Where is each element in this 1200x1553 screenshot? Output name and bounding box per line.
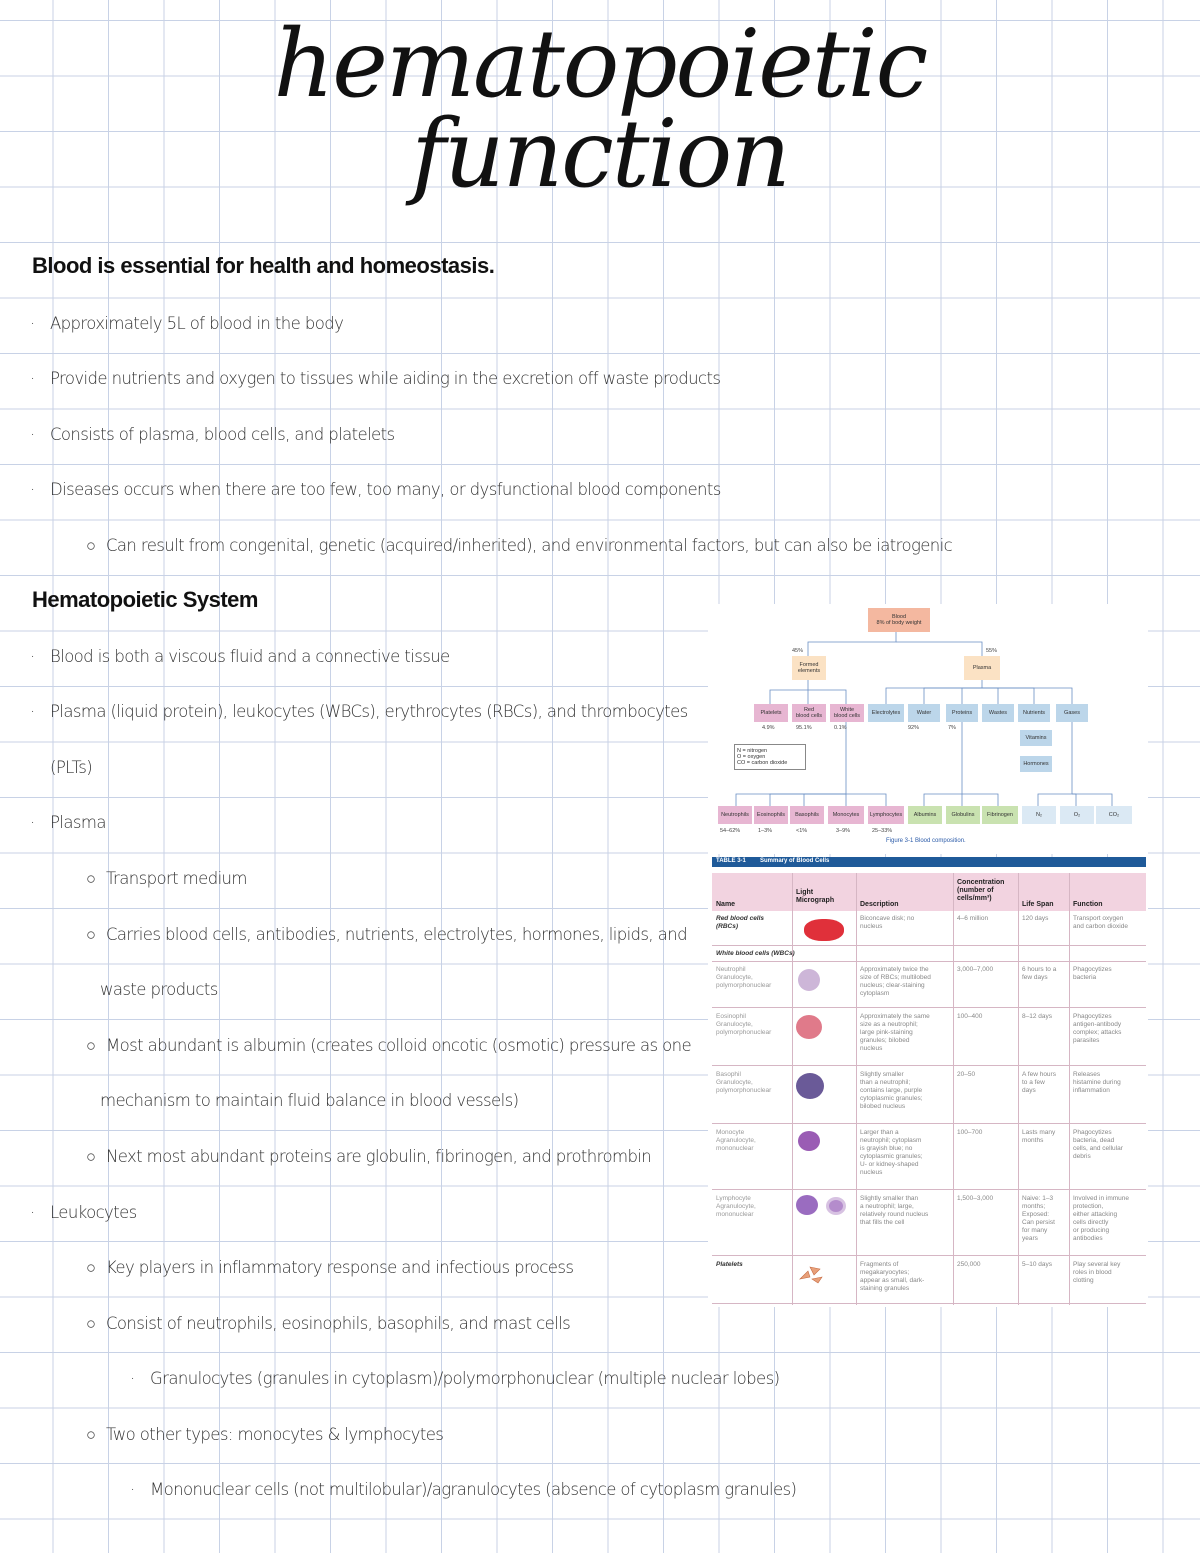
cell-concentration: 100–700 (957, 1129, 983, 1136)
cell-description: Biconcave disk; no nucleus (860, 915, 915, 930)
col-header-function: Function (1073, 901, 1103, 908)
list-item-text: Blood is both a viscous fluid and a connective tissue (50, 647, 450, 666)
list-item: · Consists of plasma, blood cells, and platelets (30, 425, 395, 444)
cell-description: Larger than a neutrophil; cytoplasm is grayish blue; no cytoplasmic granules; U- or kidney-shaped nucleus (860, 1129, 923, 1176)
gases-box: Gases (1056, 704, 1088, 722)
list-item: · Mononuclear cells (not multilobular)/agranulocytes (absence of cytoplasm granules) (130, 1480, 797, 1499)
list-item: ○ Transport medium (86, 869, 247, 888)
cell-function: Transport oxygen and carbon dioxide (1073, 915, 1128, 930)
cell-concentration: 3,000–7,000 (957, 966, 994, 973)
list-item-text: Key players in inflammatory response and infectious process (106, 1258, 574, 1277)
list-item: ○ Two other types: monocytes & lymphocytes (86, 1425, 444, 1444)
list-item: ○ Key players in inflammatory response and infectious process (86, 1258, 574, 1277)
row-divider (712, 1255, 1146, 1256)
proteins-box: Proteins (946, 704, 978, 722)
nitrogen-box: N₂ (1022, 806, 1056, 824)
cell-function: Phagocytizes bacteria (1073, 966, 1112, 981)
cell-name: Eosinophil Granulocyte, polymorphonuclear (716, 1013, 772, 1036)
fibrinogen-box: Fibrinogen (982, 806, 1018, 824)
cell-concentration: 4–6 million (957, 915, 989, 922)
wastes-box: Wastes (982, 704, 1014, 722)
lymphocyte-micrograph-icon (796, 1195, 818, 1215)
rbc-micrograph-icon (804, 919, 844, 941)
list-item-text: Consists of plasma, blood cells, and platelets (50, 425, 395, 444)
cell-description: Approximately the same size as a neutrophil; large pink-staining granules; bilobed nucleus (860, 1013, 930, 1052)
cell-name: Lymphocyte Agranulocyte, mononuclear (716, 1195, 756, 1218)
cell-description: Fragments of megakaryocytes; appear as small, dark- staining granules (860, 1261, 925, 1292)
pct-formed: 45% (792, 648, 804, 654)
row-divider (712, 945, 1146, 946)
pct-basophils: <1% (796, 828, 808, 834)
list-item-continuation: waste products (100, 980, 218, 999)
formed-elements-box: Formed elements (792, 656, 826, 680)
cell-name: Red blood cells (RBCs) (716, 915, 765, 930)
cell-function: Phagocytizes bacteria, dead cells, and cellular debris (1073, 1129, 1123, 1160)
list-item: · Approximately 5L of blood in the body (30, 314, 344, 333)
pct-rbc: 95.1% (796, 725, 812, 731)
cell-name: Basophil Granulocyte, polymorphonuclear (716, 1071, 772, 1094)
cell-lifespan: 8–12 days (1022, 1013, 1052, 1020)
cell-name: Monocyte Agranulocyte, mononuclear (716, 1129, 756, 1152)
list-item: · Plasma (30, 813, 106, 832)
co2-box: CO₂ (1096, 806, 1132, 824)
electrolytes-box: Electrolytes (868, 704, 904, 722)
list-item-text: Carries blood cells, antibodies, nutrients, electrolytes, hormones, lipids, and (106, 925, 687, 944)
cell-description: Slightly smaller than a neutrophil; large, relatively round nucleus that fills the cell (860, 1195, 929, 1226)
pct-plasma: 55% (986, 648, 998, 654)
col-divider (1069, 873, 1070, 1305)
globulins-box: Globulins (946, 806, 980, 824)
list-item: · Granulocytes (granules in cytoplasm)/polymorphonuclear (multiple nuclear lobes) (130, 1369, 780, 1388)
cell-concentration: 1,500–3,000 (957, 1195, 994, 1202)
list-item: ○ Consist of neutrophils, eosinophils, basophils, and mast cells (86, 1314, 571, 1333)
legend-key: N = nitrogen O = oxygen CO = carbon dioxide (734, 744, 806, 770)
list-item: ○ Can result from congenital, genetic (acquired/inherited), and environmental factors, but can also be iatrogenic (86, 536, 953, 555)
wbc-box: White blood cells (830, 704, 864, 722)
plasma-box: Plasma (964, 656, 1000, 680)
list-item: · Blood is both a viscous fluid and a connective tissue (30, 647, 450, 666)
cell-name: Neutrophil Granulocyte, polymorphonuclear (716, 966, 772, 989)
row-divider (712, 1065, 1146, 1066)
pct-wbc: 0.1% (834, 725, 847, 731)
eosinophils-box: Eosinophils (754, 806, 788, 824)
table-id: TABLE 3-1 (716, 858, 746, 864)
list-item: ○ Carries blood cells, antibodies, nutrients, electrolytes, hormones, lipids, and (86, 925, 687, 944)
col-header-description: Description (860, 901, 899, 908)
pct-lymphocytes: 25–33% (872, 828, 893, 834)
list-item: ○ Next most abundant proteins are globulin, fibrinogen, and prothrombin (86, 1147, 652, 1166)
list-item: · Plasma (liquid protein), leukocytes (WBCs), erythrocytes (RBCs), and thrombocytes (30, 702, 688, 721)
oxygen-box: O₂ (1060, 806, 1094, 824)
list-item-text: Granulocytes (granules in cytoplasm)/polymorphonuclear (multiple nuclear lobes) (150, 1369, 780, 1388)
cell-function: Play several key roles in blood clotting (1073, 1261, 1121, 1284)
pct-platelets: 4.9% (762, 725, 775, 731)
list-item-text: Transport medium (106, 869, 247, 888)
list-item-text: Diseases occurs when there are too few, too many, or dysfunctional blood components (50, 480, 721, 499)
list-item-continuation: mechanism to maintain fluid balance in blood vessels) (100, 1091, 519, 1110)
cell-function: Phagocytizes antigen-antibody complex; attacks parasites (1073, 1013, 1122, 1044)
neutrophils-box: Neutrophils (718, 806, 752, 824)
nutrients-box: Nutrients (1018, 704, 1050, 722)
list-item: ○ Most abundant is albumin (creates colloid oncotic (osmotic) pressure as one (86, 1036, 692, 1055)
platelets-box: Platelets (754, 704, 788, 722)
list-item-continuation: (PLTs) (50, 758, 93, 777)
row-divider (712, 1303, 1146, 1304)
figure-caption: Figure 3-1 Blood composition. (886, 838, 966, 844)
pct-water: 92% (908, 725, 920, 731)
cell-function: Involved in immune protection, either attacking cells directly or producing antibodies (1073, 1195, 1129, 1242)
cell-lifespan: 5–10 days (1022, 1261, 1052, 1268)
pct-proteins: 7% (948, 725, 956, 731)
cell-lifespan: Naive: 1–3 months; Exposed: Can persist for many years (1022, 1195, 1055, 1242)
list-item-text: Consist of neutrophils, eosinophils, basophils, and mast cells (106, 1314, 571, 1333)
cell-lifespan: A few hours to a few days (1022, 1071, 1056, 1094)
eosinophil-micrograph-icon (796, 1015, 822, 1039)
row-divider (712, 1189, 1146, 1190)
list-item-text: Plasma (50, 813, 106, 832)
vitamins-box: Vitamins (1020, 730, 1052, 746)
section1-heading: Blood is essential for health and homeostasis. (32, 253, 495, 278)
hormones-box: Hormones (1020, 756, 1052, 772)
cell-description: Slightly smaller than a neutrophil; contains large, purple cytoplasmic granules; bilobed nucleus (860, 1071, 923, 1110)
pct-monocytes: 3–9% (836, 828, 851, 834)
list-item-text: Approximately 5L of blood in the body (50, 314, 344, 333)
cell-lifespan: Lasts many months (1022, 1129, 1056, 1144)
col-header-concentration: Concentration (number of cells/mm³) (957, 879, 1005, 902)
col-header-name: Name (716, 901, 736, 908)
col-divider (792, 873, 793, 1305)
blood-composition-figure (708, 604, 1148, 854)
cell-lifespan: 120 days (1022, 915, 1049, 922)
list-item: · Provide nutrients and oxygen to tissues while aiding in the excretion off waste products (30, 369, 721, 388)
pct-neutrophils: 54–62% (720, 828, 741, 834)
list-item-text: Plasma (liquid protein), leukocytes (WBCs), erythrocytes (RBCs), and thrombocytes (50, 702, 688, 721)
wbc-section-label: White blood cells (WBCs) (716, 950, 795, 957)
page-title-line1: hematopoietic (273, 10, 927, 119)
pct-eosinophils: 1–3% (758, 828, 773, 834)
rbc-box: Red blood cells (792, 704, 826, 722)
cell-name: Platelets (716, 1261, 743, 1268)
monocyte-micrograph-icon (798, 1131, 820, 1151)
neutrophil-micrograph-icon (798, 969, 820, 991)
cell-lifespan: 6 hours to a few days (1022, 966, 1057, 981)
col-header-lifespan: Life Span (1022, 901, 1054, 908)
list-item-text: Most abundant is albumin (creates colloid oncotic (osmotic) pressure as one (106, 1036, 692, 1055)
monocytes-box: Monocytes (828, 806, 864, 824)
list-item-text: Next most abundant proteins are globulin, fibrinogen, and prothrombin (106, 1147, 652, 1166)
cell-description: Approximately twice the size of RBCs; multilobed nucleus; clear-staining cytoplasm (860, 966, 931, 997)
list-item: · Leukocytes (30, 1203, 137, 1222)
col-divider (953, 873, 954, 1305)
row-divider (712, 961, 1146, 962)
list-item-text: Can result from congenital, genetic (acquired/inherited), and environmental factors, but can also be iatrogenic (106, 536, 953, 555)
cell-concentration: 20–50 (957, 1071, 976, 1078)
row-divider (712, 1007, 1146, 1008)
list-item: · Diseases occurs when there are too few, too many, or dysfunctional blood components (30, 480, 721, 499)
water-box: Water (908, 704, 940, 722)
section2-heading: Hematopoietic System (32, 587, 258, 612)
platelets-micrograph-icon (796, 1263, 826, 1285)
list-item-text: Two other types: monocytes & lymphocytes (106, 1425, 444, 1444)
col-header-micrograph: Light Micrograph (796, 889, 835, 904)
col-divider (856, 873, 857, 1305)
list-item-text: Leukocytes (50, 1203, 137, 1222)
blood-cells-table (708, 857, 1148, 1307)
lymphocytes-box: Lymphocytes (868, 806, 904, 824)
cell-function: Releases histamine during inflammation (1073, 1071, 1121, 1094)
col-divider (1018, 873, 1019, 1305)
cell-concentration: 250,000 (957, 1261, 981, 1268)
albumins-box: Albumins (908, 806, 942, 824)
page-title-line2: function (411, 100, 789, 209)
basophil-micrograph-icon (796, 1073, 824, 1099)
lymphocyte-micrograph-icon (826, 1197, 846, 1215)
blood-box: Blood 8% of body weight (868, 608, 930, 632)
row-divider (712, 1123, 1146, 1124)
cell-concentration: 100–400 (957, 1013, 983, 1020)
table-title: Summary of Blood Cells (760, 858, 830, 864)
table-title-bar (712, 857, 1146, 867)
basophils-box: Basophils (790, 806, 824, 824)
list-item-text: Mononuclear cells (not multilobular)/agranulocytes (absence of cytoplasm granules) (150, 1480, 797, 1499)
list-item-text: Provide nutrients and oxygen to tissues while aiding in the excretion off waste products (50, 369, 721, 388)
